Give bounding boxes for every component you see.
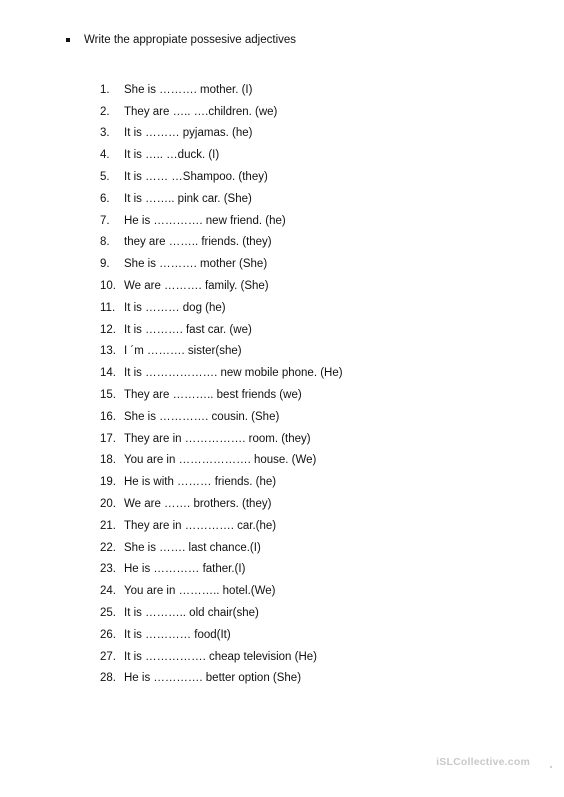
exercise-item xyxy=(100,602,343,624)
exercise-sentence: He is ………… father.(I) xyxy=(124,563,246,576)
exercise-number: 16. xyxy=(100,410,116,423)
exercise-item xyxy=(100,537,343,559)
exercise-number: 11. xyxy=(100,301,116,314)
exercise-number: 6. xyxy=(100,192,110,205)
exercise-number: 10. xyxy=(100,280,116,293)
exercise-sentence: He is with ……… friends. (he) xyxy=(124,476,277,489)
exercise-sentence: He is …………. new friend. (he) xyxy=(124,214,286,227)
exercise-item xyxy=(100,493,343,515)
exercise-sentence: It is ……… dog (he) xyxy=(124,301,226,314)
exercise-number: 24. xyxy=(100,585,116,598)
exercise-item xyxy=(100,123,343,145)
exercise-item xyxy=(100,166,343,188)
exercise-sentence: She is ………. mother. (I) xyxy=(124,83,253,96)
exercise-number: 20. xyxy=(100,498,116,511)
exercise-sentence: You are in ……….. hotel.(We) xyxy=(124,585,276,598)
exercise-item xyxy=(100,341,343,363)
footer-dot xyxy=(550,766,552,768)
exercise-item xyxy=(100,297,343,319)
exercise-number: 21. xyxy=(100,519,116,532)
exercise-sentence: She is ……. last chance.(I) xyxy=(124,541,261,554)
exercise-sentence: It is ………. fast car. (we) xyxy=(124,323,252,336)
exercise-number: 4. xyxy=(100,149,110,162)
exercise-sentence: They are in …………. car.(he) xyxy=(124,519,277,532)
exercise-number: 22. xyxy=(100,541,116,554)
exercise-sentence: They are in ……………. room. (they) xyxy=(124,432,311,445)
exercise-item xyxy=(100,428,343,450)
exercise-sentence: You are in ………………. house. (We) xyxy=(124,454,317,467)
exercise-item xyxy=(100,362,343,384)
exercise-number: 18. xyxy=(100,454,116,467)
exercise-item xyxy=(100,188,343,210)
exercise-number: 12. xyxy=(100,323,116,336)
exercise-sentence: She is …………. cousin. (She) xyxy=(124,410,280,423)
exercise-list xyxy=(100,79,343,689)
exercise-number: 9. xyxy=(100,258,110,271)
exercise-item xyxy=(100,101,343,123)
exercise-item xyxy=(100,210,343,232)
exercise-number: 25. xyxy=(100,607,116,620)
exercise-item xyxy=(100,79,343,101)
site-logo: iSLCollective.com xyxy=(436,756,530,768)
exercise-number: 5. xyxy=(100,171,110,184)
exercise-item xyxy=(100,580,343,602)
exercise-sentence: It is ……………. cheap television (He) xyxy=(124,650,318,663)
exercise-item xyxy=(100,384,343,406)
exercise-sentence: It is ……… pyjamas. (he) xyxy=(124,127,253,140)
exercise-number: 15. xyxy=(100,389,116,402)
exercise-number: 2. xyxy=(100,105,110,118)
exercise-number: 7. xyxy=(100,214,110,227)
exercise-item xyxy=(100,232,343,254)
exercise-item xyxy=(100,406,343,428)
exercise-number: 1. xyxy=(100,83,110,96)
exercise-sentence: He is …………. better option (She) xyxy=(124,672,302,685)
exercise-item xyxy=(100,275,343,297)
exercise-number: 27. xyxy=(100,650,116,663)
exercise-sentence: they are …….. friends. (they) xyxy=(124,236,272,249)
exercise-sentence: She is ………. mother (She) xyxy=(124,258,268,271)
exercise-sentence: It is ……….. old chair(she) xyxy=(124,607,259,620)
exercise-sentence: It is ….. …duck. (I) xyxy=(124,149,220,162)
exercise-number: 23. xyxy=(100,563,116,576)
exercise-item xyxy=(100,515,343,537)
exercise-sentence: It is …….. pink car. (She) xyxy=(124,192,252,205)
exercise-item xyxy=(100,624,343,646)
instruction xyxy=(66,34,296,46)
exercise-item xyxy=(100,668,343,690)
exercise-item xyxy=(100,319,343,341)
exercise-number: 14. xyxy=(100,367,116,380)
exercise-item xyxy=(100,646,343,668)
exercise-number: 13. xyxy=(100,345,116,358)
exercise-sentence: I ´m ………. sister(she) xyxy=(124,345,242,358)
exercise-sentence: We are ……. brothers. (they) xyxy=(124,498,272,511)
exercise-sentence: It is ………………. new mobile phone. (He) xyxy=(124,367,343,380)
exercise-sentence: It is ………… food(It) xyxy=(124,628,231,641)
exercise-sentence: They are ……….. best friends (we) xyxy=(124,389,302,402)
exercise-item xyxy=(100,253,343,275)
exercise-number: 28. xyxy=(100,672,116,685)
exercise-sentence: We are ………. family. (She) xyxy=(124,280,269,293)
exercise-sentence: It is …… …Shampoo. (they) xyxy=(124,171,268,184)
instruction-text: Write the appropiate possesive adjectives xyxy=(84,34,297,46)
exercise-number: 19. xyxy=(100,476,116,489)
exercise-item xyxy=(100,450,343,472)
bullet-icon xyxy=(66,38,70,42)
exercise-item xyxy=(100,559,343,581)
exercise-item xyxy=(100,471,343,493)
exercise-number: 26. xyxy=(100,628,116,641)
exercise-number: 3. xyxy=(100,127,110,140)
exercise-number: 17. xyxy=(100,432,116,445)
exercise-sentence: They are ….. ….children. (we) xyxy=(124,105,278,118)
exercise-number: 8. xyxy=(100,236,110,249)
exercise-item xyxy=(100,144,343,166)
